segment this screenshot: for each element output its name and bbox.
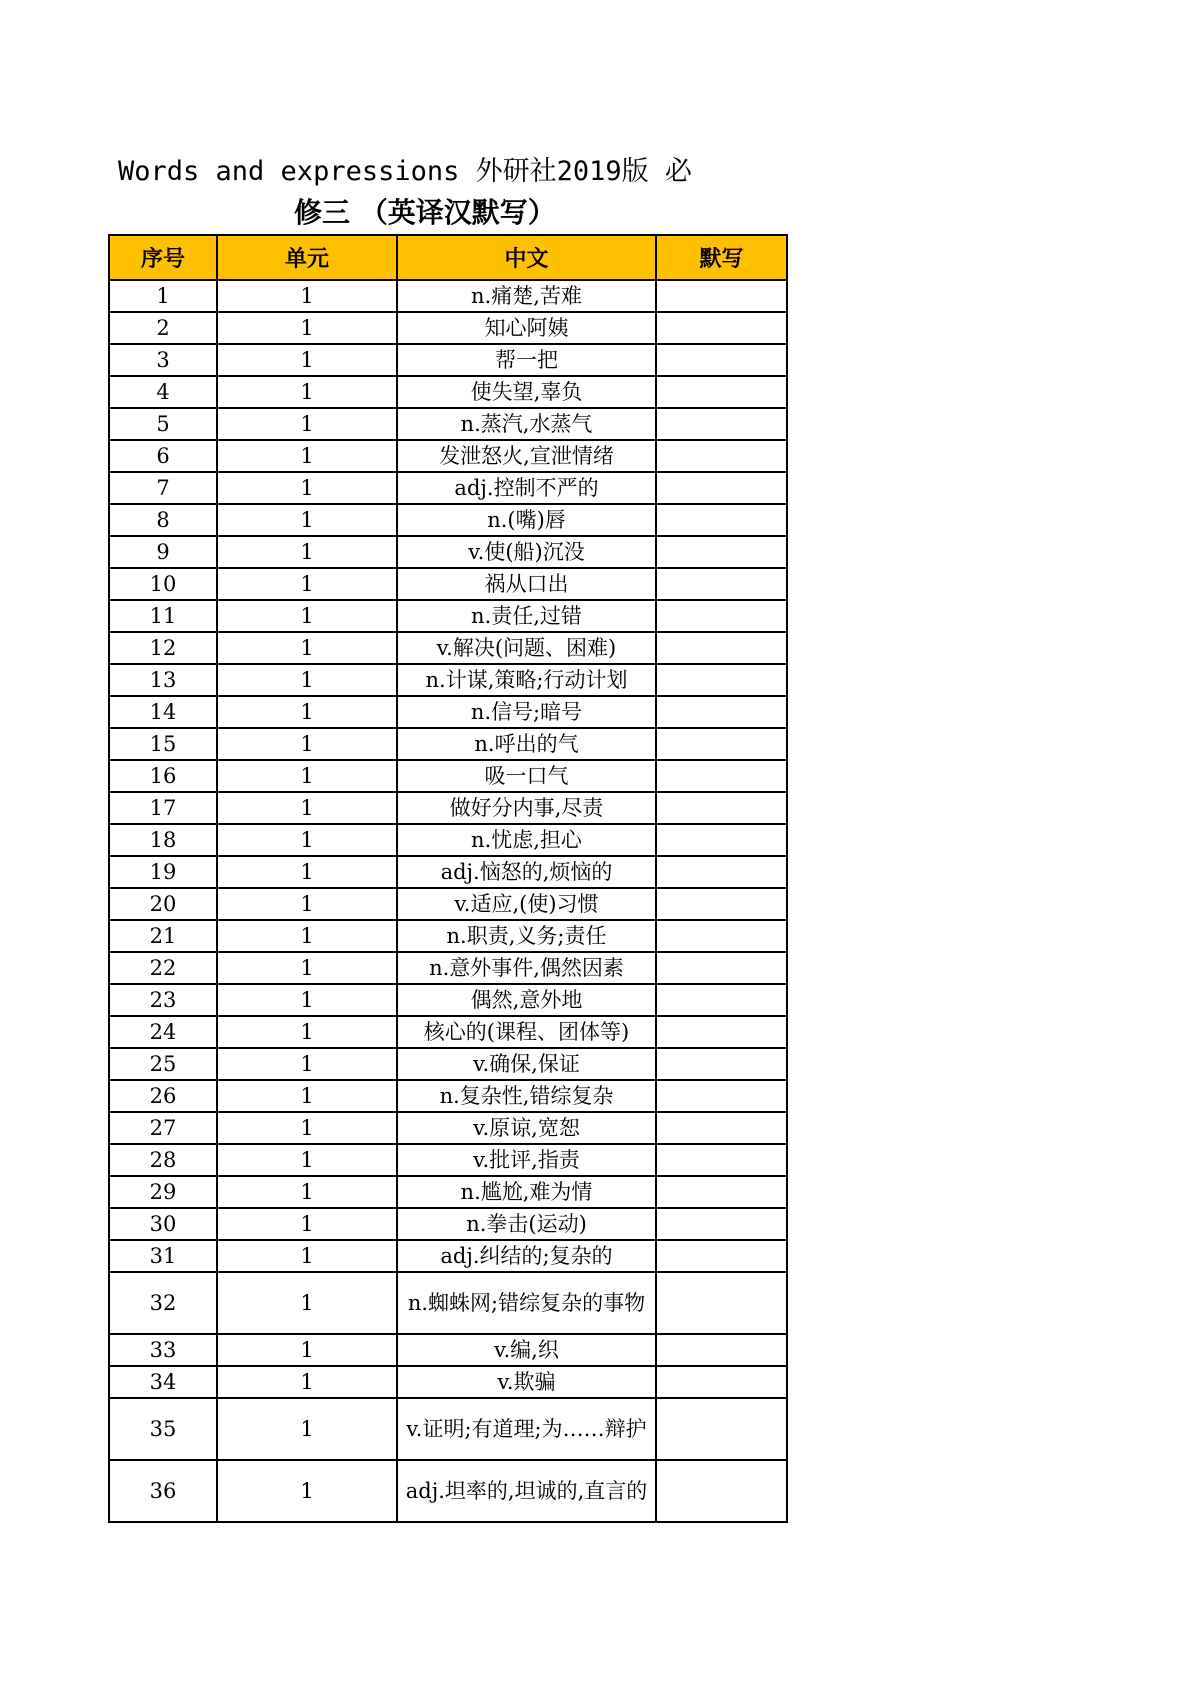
- row-unit-cell: 1: [217, 1208, 397, 1240]
- row-number-cell: 27: [109, 1112, 217, 1144]
- row-dictation-cell[interactable]: [656, 952, 787, 984]
- row-number-cell: 30: [109, 1208, 217, 1240]
- table-row: [109, 728, 787, 760]
- row-unit-cell: 1: [217, 536, 397, 568]
- row-number-cell: 36: [109, 1460, 217, 1522]
- row-unit-cell: 1: [217, 1240, 397, 1272]
- row-dictation-cell[interactable]: [656, 408, 787, 440]
- table-row: [109, 312, 787, 344]
- table-row: [109, 536, 787, 568]
- row-number-cell: 22: [109, 952, 217, 984]
- row-unit-cell: 1: [217, 376, 397, 408]
- table-row: [109, 408, 787, 440]
- row-unit-cell: 1: [217, 920, 397, 952]
- row-number-cell: 34: [109, 1366, 217, 1398]
- row-chinese-cell: n.痛楚,苦难: [397, 280, 656, 312]
- row-number-cell: 2: [109, 312, 217, 344]
- row-chinese-cell: 知心阿姨: [397, 312, 656, 344]
- row-chinese-cell: adj.恼怒的,烦恼的: [397, 856, 656, 888]
- row-dictation-cell[interactable]: [656, 632, 787, 664]
- row-dictation-cell[interactable]: [656, 696, 787, 728]
- row-dictation-cell[interactable]: [656, 1112, 787, 1144]
- table-row: [109, 1208, 787, 1240]
- header-chinese: 中文: [397, 235, 656, 280]
- table-row: [109, 1272, 787, 1334]
- row-unit-cell: 1: [217, 1366, 397, 1398]
- row-unit-cell: 1: [217, 632, 397, 664]
- row-number-cell: 17: [109, 792, 217, 824]
- row-number-cell: 35: [109, 1398, 217, 1460]
- row-dictation-cell[interactable]: [656, 568, 787, 600]
- table-row: [109, 920, 787, 952]
- row-chinese-cell: n.职责,义务;责任: [397, 920, 656, 952]
- table-row: [109, 1176, 787, 1208]
- table-row: [109, 696, 787, 728]
- row-number-cell: 12: [109, 632, 217, 664]
- row-number-cell: 3: [109, 344, 217, 376]
- table-row: [109, 952, 787, 984]
- row-chinese-cell: n.责任,过错: [397, 600, 656, 632]
- row-dictation-cell[interactable]: [656, 664, 787, 696]
- table-row: [109, 792, 787, 824]
- row-chinese-cell: adj.控制不严的: [397, 472, 656, 504]
- table-row: [109, 1398, 787, 1460]
- row-number-cell: 4: [109, 376, 217, 408]
- row-unit-cell: 1: [217, 504, 397, 536]
- row-dictation-cell[interactable]: [656, 1398, 787, 1460]
- row-number-cell: 19: [109, 856, 217, 888]
- table-row: [109, 440, 787, 472]
- row-number-cell: 21: [109, 920, 217, 952]
- row-chinese-cell: 祸从口出: [397, 568, 656, 600]
- row-number-cell: 16: [109, 760, 217, 792]
- row-unit-cell: 1: [217, 600, 397, 632]
- table-row: [109, 1048, 787, 1080]
- row-number-cell: 20: [109, 888, 217, 920]
- row-unit-cell: 1: [217, 760, 397, 792]
- table-row: [109, 632, 787, 664]
- header-dictation: 默写: [656, 235, 787, 280]
- row-number-cell: 18: [109, 824, 217, 856]
- row-chinese-cell: n.蜘蛛网;错综复杂的事物: [397, 1272, 656, 1334]
- table-row: [109, 824, 787, 856]
- row-chinese-cell: v.原谅,宽恕: [397, 1112, 656, 1144]
- vocabulary-table: [108, 234, 788, 1523]
- table-row: [109, 1144, 787, 1176]
- row-dictation-cell[interactable]: [656, 504, 787, 536]
- row-dictation-cell[interactable]: [656, 1176, 787, 1208]
- row-dictation-cell[interactable]: [656, 792, 787, 824]
- row-unit-cell: 1: [217, 312, 397, 344]
- table-row: [109, 1016, 787, 1048]
- row-number-cell: 32: [109, 1272, 217, 1334]
- table-row: [109, 600, 787, 632]
- row-number-cell: 15: [109, 728, 217, 760]
- row-number-cell: 23: [109, 984, 217, 1016]
- row-chinese-cell: n.复杂性,错综复杂: [397, 1080, 656, 1112]
- row-dictation-cell[interactable]: [656, 920, 787, 952]
- row-chinese-cell: v.使(船)沉没: [397, 536, 656, 568]
- table-row: [109, 984, 787, 1016]
- row-dictation-cell[interactable]: [656, 1016, 787, 1048]
- row-dictation-cell[interactable]: [656, 376, 787, 408]
- table-row: [109, 856, 787, 888]
- row-chinese-cell: adj.坦率的,坦诚的,直言的: [397, 1460, 656, 1522]
- table-row: [109, 1366, 787, 1398]
- row-dictation-cell[interactable]: [656, 440, 787, 472]
- table-row: [109, 1112, 787, 1144]
- row-chinese-cell: v.欺骗: [397, 1366, 656, 1398]
- row-chinese-cell: n.计谋,策略;行动计划: [397, 664, 656, 696]
- row-unit-cell: 1: [217, 1460, 397, 1522]
- row-unit-cell: 1: [217, 344, 397, 376]
- row-unit-cell: 1: [217, 440, 397, 472]
- row-unit-cell: 1: [217, 1016, 397, 1048]
- row-number-cell: 24: [109, 1016, 217, 1048]
- row-number-cell: 9: [109, 536, 217, 568]
- row-number-cell: 11: [109, 600, 217, 632]
- header-number: 序号: [109, 235, 217, 280]
- row-chinese-cell: n.(嘴)唇: [397, 504, 656, 536]
- row-unit-cell: 1: [217, 1398, 397, 1460]
- row-dictation-cell[interactable]: [656, 1240, 787, 1272]
- table-row: [109, 664, 787, 696]
- page-title-line-1: Words and expressions 外研社2019版 必: [118, 156, 692, 187]
- row-chinese-cell: 使失望,辜负: [397, 376, 656, 408]
- row-dictation-cell[interactable]: [656, 1334, 787, 1366]
- row-unit-cell: 1: [217, 824, 397, 856]
- row-unit-cell: 1: [217, 1112, 397, 1144]
- row-chinese-cell: 偶然,意外地: [397, 984, 656, 1016]
- row-unit-cell: 1: [217, 696, 397, 728]
- row-unit-cell: 1: [217, 728, 397, 760]
- row-unit-cell: 1: [217, 664, 397, 696]
- row-unit-cell: 1: [217, 1176, 397, 1208]
- page-title-line-2: 修三 （英译汉默写）: [294, 196, 556, 229]
- row-unit-cell: 1: [217, 280, 397, 312]
- row-unit-cell: 1: [217, 1080, 397, 1112]
- row-number-cell: 31: [109, 1240, 217, 1272]
- header-unit: 单元: [217, 235, 397, 280]
- table-row: [109, 888, 787, 920]
- row-chinese-cell: v.适应,(使)习惯: [397, 888, 656, 920]
- row-chinese-cell: v.批评,指责: [397, 1144, 656, 1176]
- row-chinese-cell: v.编,织: [397, 1334, 656, 1366]
- row-chinese-cell: v.确保,保证: [397, 1048, 656, 1080]
- row-chinese-cell: n.拳击(运动): [397, 1208, 656, 1240]
- row-chinese-cell: adj.纠结的;复杂的: [397, 1240, 656, 1272]
- row-dictation-cell[interactable]: [656, 344, 787, 376]
- table-row: [109, 568, 787, 600]
- row-number-cell: 25: [109, 1048, 217, 1080]
- row-chinese-cell: 发泄怒火,宣泄情绪: [397, 440, 656, 472]
- table-row: [109, 376, 787, 408]
- row-unit-cell: 1: [217, 888, 397, 920]
- row-dictation-cell[interactable]: [656, 1208, 787, 1240]
- row-number-cell: 8: [109, 504, 217, 536]
- row-dictation-cell[interactable]: [656, 856, 787, 888]
- row-dictation-cell[interactable]: [656, 1366, 787, 1398]
- row-dictation-cell[interactable]: [656, 1460, 787, 1522]
- row-dictation-cell[interactable]: [656, 1144, 787, 1176]
- row-number-cell: 26: [109, 1080, 217, 1112]
- row-chinese-cell: 帮一把: [397, 344, 656, 376]
- row-chinese-cell: 吸一口气: [397, 760, 656, 792]
- row-chinese-cell: n.意外事件,偶然因素: [397, 952, 656, 984]
- row-chinese-cell: n.信号;暗号: [397, 696, 656, 728]
- row-unit-cell: 1: [217, 408, 397, 440]
- row-chinese-cell: v.解决(问题、困难): [397, 632, 656, 664]
- row-unit-cell: 1: [217, 1334, 397, 1366]
- row-number-cell: 10: [109, 568, 217, 600]
- table-row: [109, 1080, 787, 1112]
- row-unit-cell: 1: [217, 952, 397, 984]
- row-chinese-cell: n.忧虑,担心: [397, 824, 656, 856]
- row-unit-cell: 1: [217, 792, 397, 824]
- table-row: [109, 1334, 787, 1366]
- row-number-cell: 5: [109, 408, 217, 440]
- row-number-cell: 33: [109, 1334, 217, 1366]
- row-unit-cell: 1: [217, 568, 397, 600]
- table-row: [109, 1240, 787, 1272]
- row-dictation-cell[interactable]: [656, 600, 787, 632]
- table-row: [109, 472, 787, 504]
- row-dictation-cell[interactable]: [656, 472, 787, 504]
- row-unit-cell: 1: [217, 472, 397, 504]
- table-row: [109, 344, 787, 376]
- row-dictation-cell[interactable]: [656, 1272, 787, 1334]
- row-chinese-cell: 做好分内事,尽责: [397, 792, 656, 824]
- row-unit-cell: 1: [217, 1144, 397, 1176]
- row-unit-cell: 1: [217, 1272, 397, 1334]
- row-dictation-cell[interactable]: [656, 984, 787, 1016]
- row-number-cell: 7: [109, 472, 217, 504]
- row-unit-cell: 1: [217, 984, 397, 1016]
- row-chinese-cell: n.呼出的气: [397, 728, 656, 760]
- row-dictation-cell[interactable]: [656, 536, 787, 568]
- row-number-cell: 29: [109, 1176, 217, 1208]
- table-body: [109, 280, 787, 1522]
- table-row: [109, 280, 787, 312]
- header-row: [109, 235, 787, 280]
- row-dictation-cell[interactable]: [656, 760, 787, 792]
- row-dictation-cell[interactable]: [656, 728, 787, 760]
- row-dictation-cell[interactable]: [656, 824, 787, 856]
- row-dictation-cell[interactable]: [656, 312, 787, 344]
- table-row: [109, 760, 787, 792]
- row-chinese-cell: 核心的(课程、团体等): [397, 1016, 656, 1048]
- row-unit-cell: 1: [217, 1048, 397, 1080]
- row-number-cell: 14: [109, 696, 217, 728]
- table-row: [109, 1460, 787, 1522]
- row-number-cell: 13: [109, 664, 217, 696]
- row-dictation-cell[interactable]: [656, 888, 787, 920]
- row-dictation-cell[interactable]: [656, 1080, 787, 1112]
- row-dictation-cell[interactable]: [656, 280, 787, 312]
- row-number-cell: 28: [109, 1144, 217, 1176]
- row-chinese-cell: n.蒸汽,水蒸气: [397, 408, 656, 440]
- row-number-cell: 6: [109, 440, 217, 472]
- table-row: [109, 504, 787, 536]
- row-dictation-cell[interactable]: [656, 1048, 787, 1080]
- row-chinese-cell: v.证明;有道理;为……辩护: [397, 1398, 656, 1460]
- row-unit-cell: 1: [217, 856, 397, 888]
- row-number-cell: 1: [109, 280, 217, 312]
- row-chinese-cell: n.尴尬,难为情: [397, 1176, 656, 1208]
